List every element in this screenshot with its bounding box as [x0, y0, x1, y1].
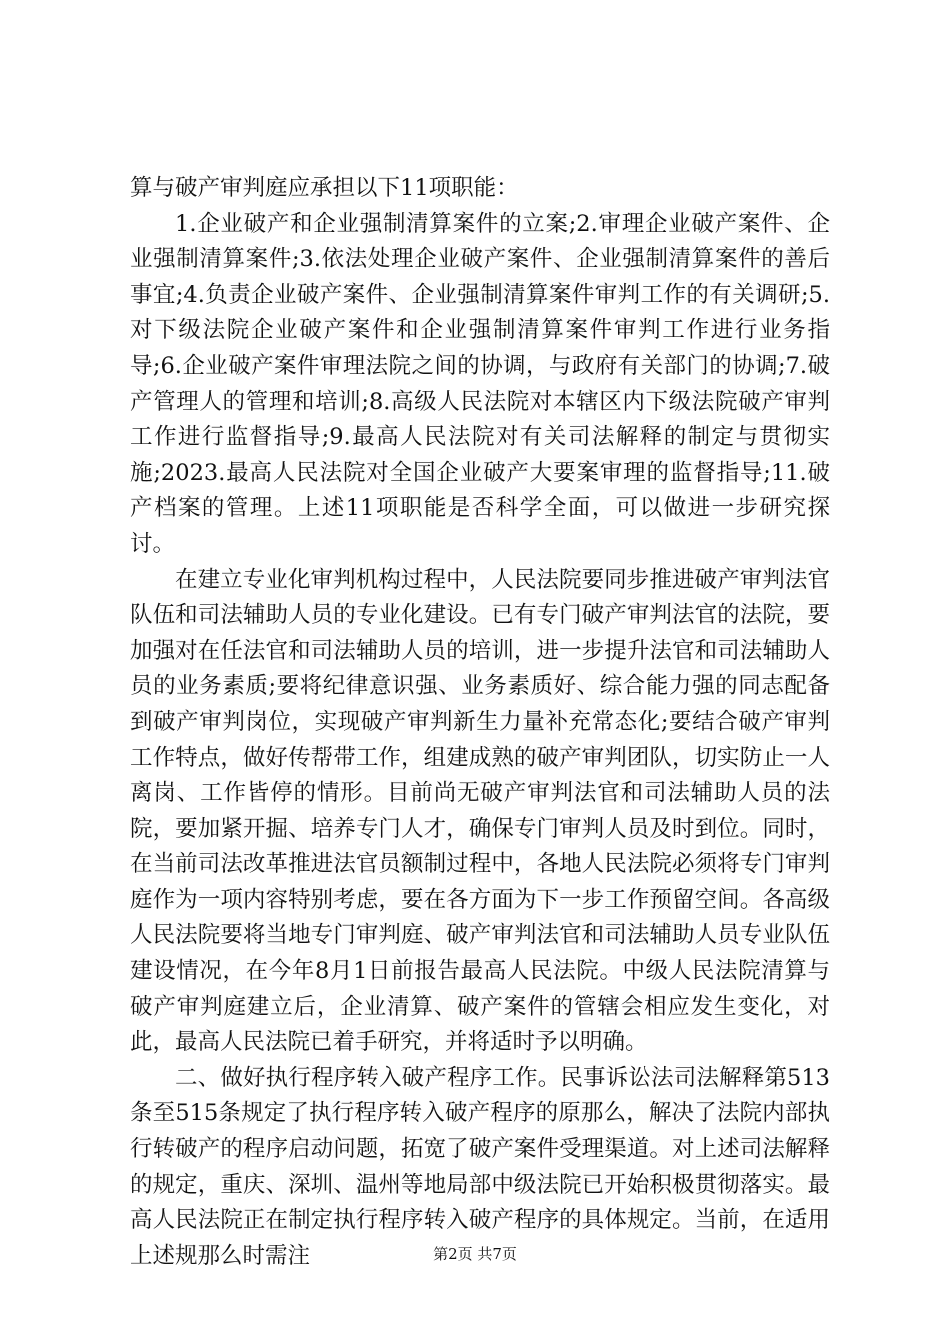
- page-number-footer: 第2页 共7页: [433, 1245, 517, 1263]
- paragraph-execution-to-bankruptcy: 二、做好执行程序转入破产程序工作。民事诉讼法司法解释第513条至515条规定了执行程序转入破产程序的原那么，解决了法院内部执行转破产的程序启动问题，拓宽了破产案件受理渠道。对上述司法解释的规定，重庆、深圳、温州等地局部中级法院已开始积极贯彻落实。最高人民法院正在制定执行程序转入破产程序的具体规定。当前，在适用上述规那么时需注: [130, 1064, 830, 1269]
- paragraph-duties-list: 1.企业破产和企业强制清算案件的立案;2.审理企业破产案件、企业强制清算案件;3.依法处理企业破产案件、企业强制清算案件的善后事宜;4.负责企业破产案件、企业强制清算案件审判工作的有关调研;5.对下级法院企业破产案件和企业强制清算案件审判工作进行业务指导;6.企业破产案件审理法院之间的协调，与政府有关部门的协调;7.破产管理人的管理和培训;8.高级人民法院对本辖区内下级法院破产审判工作进行监督指导;9.最高人民法院对有关司法解释的制定与贯彻实施;2023.最高人民法院对全国企业破产大要案审理的监督指导;11.破产档案的管理。上述11项职能是否科学全面，可以做进一步研究探讨。: [130, 210, 830, 557]
- document-body: [130, 171, 830, 1274]
- paragraph-specialization: 在建立专业化审判机构过程中，人民法院要同步推进破产审判法官队伍和司法辅助人员的专业化建设。已有专门破产审判法官的法院，要加强对在任法官和司法辅助人员的培训，进一步提升法官和司法辅助人员的业务素质;要将纪律意识强、业务素质好、综合能力强的同志配备到破产审判岗位，实现破产审判新生力量补充常态化;要结合破产审判工作特点，做好传帮带工作，组建成熟的破产审判团队，切实防止一人离岗、工作皆停的情形。目前尚无破产审判法官和司法辅助人员的法院，要加紧开掘、培养专门人才，确保专门审判人员及时到位。同时，在当前司法改革推进法官员额制过程中，各地人民法院必须将专门审判庭作为一项内容特别考虑，要在各方面为下一步工作预留空间。各高级人民法院要将当地专门审判庭、破产审判法官和司法辅助人员专业队伍建设情况，在今年8月1日前报告最高人民法院。中级人民法院清算与破产审判庭建立后，企业清算、破产案件的管辖会相应发生变化，对此，最高人民法院已着手研究，并将适时予以明确。: [130, 566, 830, 1056]
- paragraph-continuation: 算与破产审判庭应承担以下11项职能：: [130, 175, 519, 201]
